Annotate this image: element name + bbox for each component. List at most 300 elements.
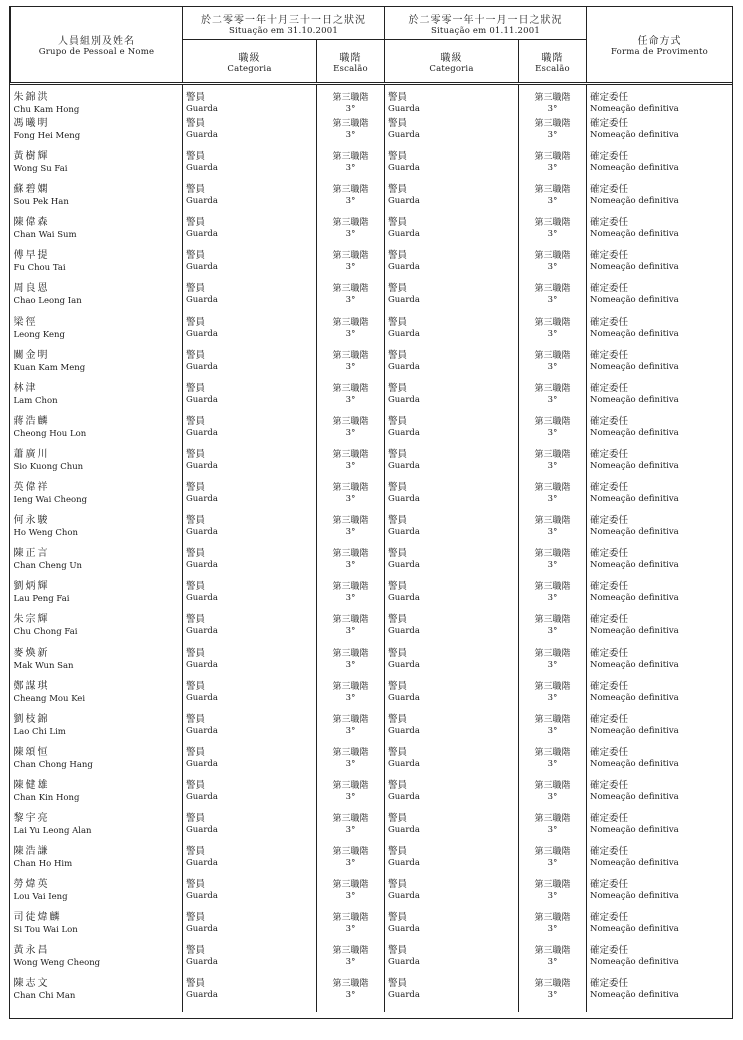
table-row xyxy=(11,217,733,250)
escalao-pt: 3° xyxy=(547,858,558,869)
escalao-zh: 第三職階 xyxy=(332,449,369,460)
header-situation-1 xyxy=(183,7,385,40)
category-zh: 警員 xyxy=(388,283,408,295)
category-pt: Guarda xyxy=(186,262,218,273)
form-zh: 確定委任 xyxy=(590,680,629,692)
table-row xyxy=(11,978,733,1011)
category-zh: 警員 xyxy=(388,515,408,527)
escalao-cell xyxy=(317,449,385,482)
escalao-pt: 3° xyxy=(547,394,558,405)
form-pt: Nomeação definitiva xyxy=(590,130,679,140)
person-name-pt: Leong Keng xyxy=(13,329,65,340)
form-pt: Nomeação definitiva xyxy=(590,163,679,174)
category-zh: 警員 xyxy=(186,316,206,328)
escalao-pt: 3° xyxy=(345,725,356,736)
form-pt: Nomeação definitiva xyxy=(590,824,679,835)
category-cell xyxy=(385,813,519,846)
table-row xyxy=(11,648,733,681)
escalao-cell xyxy=(317,813,385,846)
escalao-cell xyxy=(519,350,587,383)
escalao-zh: 第三職階 xyxy=(534,93,571,103)
category-zh: 警員 xyxy=(388,482,408,494)
category-pt: Guarda xyxy=(388,527,420,538)
table-row xyxy=(11,681,733,714)
category-zh: 警員 xyxy=(186,581,206,593)
table-row xyxy=(11,84,733,119)
document-sheet xyxy=(9,6,733,1019)
category-cell xyxy=(183,118,317,151)
person-name-zh: 黃樹輝 xyxy=(13,151,50,163)
escalao-zh: 第三職階 xyxy=(534,913,571,924)
person-name-pt: Lai Yu Leong Alan xyxy=(13,825,92,836)
escalao-cell xyxy=(519,747,587,780)
form-pt: Nomeação definitiva xyxy=(590,527,679,538)
category-zh: 警員 xyxy=(186,680,206,692)
header-esc2-zh: 職階 xyxy=(541,52,564,64)
escalao-zh: 第三職階 xyxy=(332,152,369,163)
category-cell xyxy=(385,84,519,119)
form-zh: 確定委任 xyxy=(590,746,629,758)
table-row xyxy=(11,945,733,978)
form-zh: 確定委任 xyxy=(590,448,629,460)
category-pt: Guarda xyxy=(186,924,218,935)
category-cell xyxy=(183,747,317,780)
category-zh: 警員 xyxy=(388,779,408,791)
form-cell xyxy=(587,317,733,350)
form-pt: Nomeação definitiva xyxy=(590,891,679,902)
escalao-zh: 第三職階 xyxy=(534,185,571,196)
category-cell xyxy=(385,978,519,1011)
category-pt: Guarda xyxy=(186,104,218,114)
table-row xyxy=(11,614,733,647)
escalao-cell xyxy=(519,250,587,283)
name-cell xyxy=(11,350,183,383)
category-cell xyxy=(183,515,317,548)
form-cell xyxy=(587,581,733,614)
category-pt: Guarda xyxy=(388,229,420,240)
form-zh: 確定委任 xyxy=(590,581,629,593)
category-zh: 警員 xyxy=(388,118,408,129)
form-cell xyxy=(587,780,733,813)
category-cell xyxy=(385,250,519,283)
escalao-cell xyxy=(317,714,385,747)
escalao-pt: 3° xyxy=(547,229,558,240)
escalao-zh: 第三職階 xyxy=(534,350,571,361)
table-row xyxy=(11,118,733,151)
form-zh: 確定委任 xyxy=(590,945,629,957)
escalao-cell xyxy=(519,614,587,647)
escalao-cell xyxy=(317,151,385,184)
escalao-pt: 3° xyxy=(547,659,558,670)
category-zh: 警員 xyxy=(186,548,206,560)
form-pt: Nomeação definitiva xyxy=(590,460,679,471)
person-name-zh: 周良恩 xyxy=(13,283,50,295)
escalao-pt: 3° xyxy=(345,990,356,1001)
category-pt: Guarda xyxy=(388,262,420,273)
escalao-cell xyxy=(317,945,385,978)
table-row xyxy=(11,813,733,846)
person-name-zh: 林津 xyxy=(13,382,38,394)
category-cell xyxy=(183,681,317,714)
escalao-pt: 3° xyxy=(345,196,356,207)
category-cell xyxy=(385,581,519,614)
escalao-zh: 第三職階 xyxy=(534,681,571,692)
form-zh: 確定委任 xyxy=(590,349,629,361)
escalao-pt: 3° xyxy=(345,791,356,802)
category-zh: 警員 xyxy=(186,415,206,427)
category-cell xyxy=(385,184,519,217)
escalao-pt: 3° xyxy=(345,394,356,405)
person-name-pt: Chu Chong Fai xyxy=(13,627,78,638)
header-cat2-zh: 職級 xyxy=(440,52,463,64)
form-pt: Nomeação definitiva xyxy=(590,791,679,802)
person-name-zh: 何永駿 xyxy=(13,515,50,527)
category-pt: Guarda xyxy=(388,394,420,405)
escalao-cell xyxy=(317,317,385,350)
person-name-pt: Chao Leong Ian xyxy=(13,296,82,307)
person-name-pt: Chan Chi Man xyxy=(13,991,76,1002)
escalao-pt: 3° xyxy=(345,957,356,968)
escalao-zh: 第三職階 xyxy=(332,946,369,957)
escalao-cell xyxy=(317,350,385,383)
category-pt: Guarda xyxy=(388,130,420,140)
category-pt: Guarda xyxy=(388,593,420,604)
form-pt: Nomeação definitiva xyxy=(590,361,679,372)
category-cell xyxy=(385,747,519,780)
category-zh: 警員 xyxy=(388,746,408,758)
escalao-cell xyxy=(519,714,587,747)
form-cell xyxy=(587,151,733,184)
name-cell xyxy=(11,317,183,350)
person-name-zh: 司徒煒麟 xyxy=(13,912,62,924)
category-cell xyxy=(385,681,519,714)
escalao-cell xyxy=(519,482,587,515)
escalao-cell xyxy=(317,780,385,813)
header-cat2-pt: Categoria xyxy=(429,63,474,74)
category-pt: Guarda xyxy=(186,758,218,769)
person-name-pt: Kuan Kam Meng xyxy=(13,362,86,373)
name-cell xyxy=(11,747,183,780)
escalao-cell xyxy=(317,978,385,1011)
person-name-pt: Cheong Hou Lon xyxy=(13,428,87,439)
form-pt: Nomeação definitiva xyxy=(590,990,679,1001)
header-cat1-zh: 職級 xyxy=(238,52,261,64)
header-form-zh: 任命方式 xyxy=(637,36,682,47)
category-zh: 警員 xyxy=(186,349,206,361)
escalao-zh: 第三職階 xyxy=(332,615,369,626)
escalao-cell xyxy=(317,846,385,879)
category-cell xyxy=(385,879,519,912)
header-category-1 xyxy=(183,40,317,84)
escalao-pt: 3° xyxy=(345,858,356,869)
escalao-cell xyxy=(317,515,385,548)
table-row xyxy=(11,482,733,515)
form-cell xyxy=(587,648,733,681)
escalao-zh: 第三職階 xyxy=(534,648,571,659)
escalao-pt: 3° xyxy=(547,295,558,306)
category-zh: 警員 xyxy=(186,448,206,460)
table-row xyxy=(11,581,733,614)
escalao-pt: 3° xyxy=(345,593,356,604)
escalao-pt: 3° xyxy=(345,494,356,505)
form-zh: 確定委任 xyxy=(590,879,629,891)
escalao-zh: 第三職階 xyxy=(332,549,369,560)
table-row xyxy=(11,714,733,747)
category-zh: 警員 xyxy=(388,349,408,361)
table-row xyxy=(11,250,733,283)
form-pt: Nomeação definitiva xyxy=(590,229,679,240)
category-zh: 警員 xyxy=(186,879,206,891)
category-pt: Guarda xyxy=(388,990,420,1001)
escalao-pt: 3° xyxy=(547,725,558,736)
category-pt: Guarda xyxy=(388,924,420,935)
person-name-zh: 梁徑 xyxy=(13,316,38,328)
escalao-pt: 3° xyxy=(345,130,356,140)
name-cell xyxy=(11,515,183,548)
person-name-zh: 關金明 xyxy=(13,349,50,361)
escalao-pt: 3° xyxy=(547,791,558,802)
category-zh: 警員 xyxy=(388,912,408,924)
form-pt: Nomeação definitiva xyxy=(590,427,679,438)
person-name-pt: Lam Chon xyxy=(13,395,58,406)
escalao-pt: 3° xyxy=(345,460,356,471)
form-pt: Nomeação definitiva xyxy=(590,295,679,306)
category-zh: 警員 xyxy=(388,680,408,692)
category-pt: Guarda xyxy=(186,328,218,339)
category-zh: 警員 xyxy=(388,812,408,824)
form-zh: 確定委任 xyxy=(590,415,629,427)
table-body xyxy=(11,84,733,1012)
escalao-zh: 第三職階 xyxy=(534,780,571,791)
category-pt: Guarda xyxy=(186,957,218,968)
form-pt: Nomeação definitiva xyxy=(590,725,679,736)
category-zh: 警員 xyxy=(388,548,408,560)
category-zh: 警員 xyxy=(388,614,408,626)
category-pt: Guarda xyxy=(186,229,218,240)
header-esc1-zh: 職階 xyxy=(339,52,362,64)
form-cell xyxy=(587,217,733,250)
table-row xyxy=(11,879,733,912)
name-cell xyxy=(11,449,183,482)
name-cell xyxy=(11,383,183,416)
escalao-cell xyxy=(317,184,385,217)
form-zh: 確定委任 xyxy=(590,614,629,626)
person-name-pt: Fong Hei Meng xyxy=(13,131,81,141)
person-name-zh: 麥煥新 xyxy=(13,647,50,659)
table-row xyxy=(11,416,733,449)
category-cell xyxy=(183,283,317,316)
form-cell xyxy=(587,747,733,780)
category-pt: Guarda xyxy=(186,593,218,604)
header-form-pt: Forma de Provimento xyxy=(611,47,708,57)
escalao-zh: 第三職階 xyxy=(332,813,369,824)
person-name-zh: 馮曦明 xyxy=(13,118,50,129)
category-pt: Guarda xyxy=(186,824,218,835)
escalao-cell xyxy=(519,780,587,813)
escalao-zh: 第三職階 xyxy=(534,483,571,494)
escalao-zh: 第三職階 xyxy=(332,317,369,328)
form-pt: Nomeação definitiva xyxy=(590,593,679,604)
person-name-pt: Sio Kuong Chun xyxy=(13,461,84,472)
escalao-pt: 3° xyxy=(547,626,558,637)
escalao-cell xyxy=(519,449,587,482)
escalao-cell xyxy=(519,846,587,879)
category-pt: Guarda xyxy=(388,824,420,835)
name-cell xyxy=(11,714,183,747)
category-cell xyxy=(385,482,519,515)
form-cell xyxy=(587,813,733,846)
header-sit1-zh: 於二零零一年十月三十一日之狀況 xyxy=(201,14,366,26)
name-cell xyxy=(11,879,183,912)
form-pt: Nomeação definitiva xyxy=(590,659,679,670)
category-pt: Guarda xyxy=(186,494,218,505)
category-zh: 警員 xyxy=(388,647,408,659)
form-zh: 確定委任 xyxy=(590,250,629,262)
escalao-pt: 3° xyxy=(345,295,356,306)
escalao-pt: 3° xyxy=(547,361,558,372)
escalao-pt: 3° xyxy=(345,328,356,339)
escalao-cell xyxy=(519,383,587,416)
escalao-pt: 3° xyxy=(345,163,356,174)
category-pt: Guarda xyxy=(186,858,218,869)
person-name-pt: Fu Chou Tai xyxy=(13,263,66,274)
name-cell xyxy=(11,184,183,217)
category-zh: 警員 xyxy=(186,978,206,990)
category-pt: Guarda xyxy=(186,990,218,1001)
category-cell xyxy=(385,548,519,581)
form-cell xyxy=(587,383,733,416)
category-pt: Guarda xyxy=(186,725,218,736)
escalao-pt: 3° xyxy=(345,527,356,538)
escalao-pt: 3° xyxy=(345,361,356,372)
escalao-zh: 第三職階 xyxy=(332,251,369,262)
category-cell xyxy=(183,383,317,416)
escalao-zh: 第三職階 xyxy=(332,913,369,924)
category-zh: 警員 xyxy=(186,250,206,262)
escalao-pt: 3° xyxy=(345,692,356,703)
category-cell xyxy=(385,383,519,416)
category-cell xyxy=(183,217,317,250)
escalao-zh: 第三職階 xyxy=(332,880,369,891)
form-cell xyxy=(587,416,733,449)
person-name-zh: 陳頌恒 xyxy=(13,746,50,758)
form-pt: Nomeação definitiva xyxy=(590,394,679,405)
header-category-2 xyxy=(385,40,519,84)
escalao-zh: 第三職階 xyxy=(534,813,571,824)
person-name-pt: Chu Kam Hong xyxy=(13,105,80,115)
name-cell xyxy=(11,581,183,614)
person-name-pt: Wong Weng Cheong xyxy=(13,958,101,969)
category-cell xyxy=(183,151,317,184)
escalao-cell xyxy=(317,118,385,151)
escalao-pt: 3° xyxy=(547,163,558,174)
category-cell xyxy=(183,184,317,217)
name-cell xyxy=(11,912,183,945)
person-name-zh: 蕭廣川 xyxy=(13,448,50,460)
category-zh: 警員 xyxy=(186,779,206,791)
escalao-zh: 第三職階 xyxy=(332,582,369,593)
category-zh: 警員 xyxy=(388,382,408,394)
person-name-pt: Chan Cheng Un xyxy=(13,561,82,572)
category-pt: Guarda xyxy=(186,560,218,571)
escalao-zh: 第三職階 xyxy=(534,880,571,891)
escalao-zh: 第三職階 xyxy=(332,119,369,129)
escalao-pt: 3° xyxy=(345,924,356,935)
category-cell xyxy=(385,515,519,548)
escalao-cell xyxy=(519,945,587,978)
category-pt: Guarda xyxy=(186,130,218,140)
category-cell xyxy=(183,846,317,879)
escalao-cell xyxy=(519,581,587,614)
form-zh: 確定委任 xyxy=(590,846,629,858)
category-pt: Guarda xyxy=(388,758,420,769)
category-cell xyxy=(183,449,317,482)
person-name-pt: Chan Kin Hong xyxy=(13,792,80,803)
form-zh: 確定委任 xyxy=(590,779,629,791)
person-name-zh: 黎宇亮 xyxy=(13,812,50,824)
category-cell xyxy=(183,482,317,515)
person-name-pt: Chan Chong Hang xyxy=(13,759,93,770)
escalao-pt: 3° xyxy=(547,328,558,339)
table-row xyxy=(11,780,733,813)
form-pt: Nomeação definitiva xyxy=(590,262,679,273)
name-cell xyxy=(11,416,183,449)
form-zh: 確定委任 xyxy=(590,217,629,229)
category-zh: 警員 xyxy=(186,151,206,163)
table-row xyxy=(11,846,733,879)
escalao-pt: 3° xyxy=(345,104,356,114)
category-cell xyxy=(183,548,317,581)
category-pt: Guarda xyxy=(388,163,420,174)
category-cell xyxy=(183,978,317,1011)
escalao-pt: 3° xyxy=(547,891,558,902)
category-pt: Guarda xyxy=(186,163,218,174)
escalao-zh: 第三職階 xyxy=(332,93,369,103)
escalao-pt: 3° xyxy=(547,692,558,703)
category-pt: Guarda xyxy=(388,725,420,736)
name-cell xyxy=(11,681,183,714)
escalao-pt: 3° xyxy=(547,427,558,438)
category-cell xyxy=(183,780,317,813)
escalao-pt: 3° xyxy=(345,262,356,273)
escalao-zh: 第三職階 xyxy=(332,847,369,858)
category-cell xyxy=(385,648,519,681)
category-cell xyxy=(183,581,317,614)
category-cell xyxy=(183,317,317,350)
form-cell xyxy=(587,614,733,647)
escalao-pt: 3° xyxy=(547,494,558,505)
person-name-zh: 朱宗輝 xyxy=(13,614,50,626)
person-name-pt: Wong Su Fai xyxy=(13,164,68,175)
table-row xyxy=(11,350,733,383)
form-pt: Nomeação definitiva xyxy=(590,924,679,935)
table-row xyxy=(11,747,733,780)
escalao-pt: 3° xyxy=(345,560,356,571)
person-name-zh: 英偉祥 xyxy=(13,482,50,494)
person-name-zh: 蘇碧嫻 xyxy=(13,184,50,196)
form-cell xyxy=(587,482,733,515)
escalao-pt: 3° xyxy=(547,527,558,538)
category-cell xyxy=(183,714,317,747)
person-name-zh: 鄭謀琪 xyxy=(13,680,50,692)
person-name-pt: Cheang Mou Kei xyxy=(13,693,86,704)
header-esc1-pt: Escalão xyxy=(333,63,368,74)
escalao-pt: 3° xyxy=(547,196,558,207)
category-zh: 警員 xyxy=(186,382,206,394)
form-cell xyxy=(587,283,733,316)
escalao-cell xyxy=(317,283,385,316)
category-cell xyxy=(183,912,317,945)
